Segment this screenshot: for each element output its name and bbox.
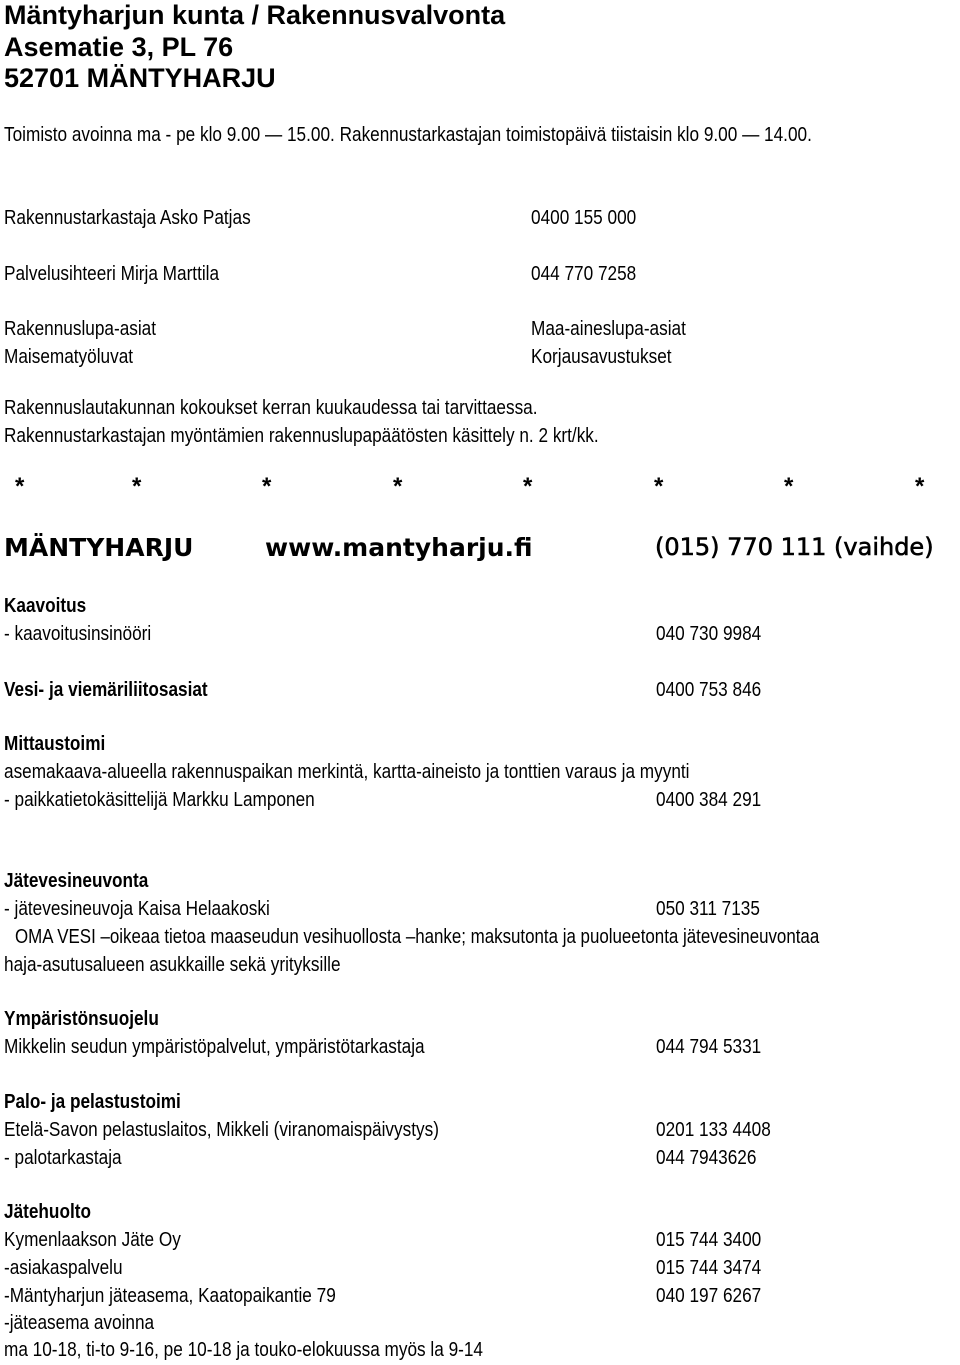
jatehuolto-company: Kymenlaakson Jäte Oy	[4, 1229, 181, 1251]
jatehuolto-waste-station-phone: 040 197 6267	[656, 1285, 762, 1307]
pelastus-role-2: - palotarkastaja	[4, 1147, 122, 1169]
jatevesi-description-2: haja-asutusalueen asukkaille sekä yrityksille	[4, 954, 341, 976]
jatehuolto-waste-station: -Mäntyharjun jäteasema, Kaatopaikantie 79	[4, 1285, 336, 1307]
section-heading-kaavoitus: Kaavoitus	[4, 595, 87, 617]
secretary-name: Palvelusihteeri Mirja Marttila	[4, 263, 220, 285]
separator-star: *	[393, 473, 403, 500]
header-postal-address: 52701 MÄNTYHARJU	[4, 63, 276, 93]
office-hours: Toimisto avoinna ma - pe klo 9.00 — 15.00. Rakennustarkastajan toimistopäivä tiistaisin klo 9.00 — 14.00.	[4, 124, 812, 146]
topic-landscape-permits: Maisematyöluvat	[4, 346, 134, 368]
header-org-name: Mäntyharjun kunta / Rakennusvalvonta	[4, 0, 506, 30]
separator-star: *	[784, 473, 794, 500]
inspector-phone: 0400 155 000	[531, 207, 637, 229]
jatevesi-role: - jätevesineuvoja Kaisa Helaakoski	[4, 898, 270, 920]
municipality-website: www.mantyharju.fi	[265, 533, 533, 562]
meetings-line-1: Rakennuslautakunnan kokoukset kerran kuukaudessa tai tarvittaessa.	[4, 397, 538, 419]
section-heading-mittaus: Mittaustoimi	[4, 733, 106, 755]
inspector-name: Rakennustarkastaja Asko Patjas	[4, 207, 251, 229]
section-heading-pelastus: Palo- ja pelastustoimi	[4, 1091, 181, 1113]
section-heading-ymparisto: Ympäristönsuojelu	[4, 1008, 159, 1030]
jatehuolto-opening-label: -jäteasema avoinna	[4, 1312, 155, 1334]
mittaus-role: - paikkatietokäsittelijä Markku Lamponen	[4, 789, 315, 811]
topic-soil-permits: Maa-aineslupa-asiat	[531, 318, 686, 340]
municipality-phone: (015) 770 111 (vaihde)	[655, 533, 934, 561]
jatevesi-phone: 050 311 7135	[656, 898, 760, 920]
separator-star: *	[523, 473, 533, 500]
section-heading-jatehuolto: Jätehuolto	[4, 1201, 91, 1223]
kaavoitus-phone: 040 730 9984	[656, 623, 762, 645]
jatevesi-description-1: OMA VESI –oikeaa tietoa maaseudun vesihuollosta –hanke; maksutonta ja puolueetonta jätevesineuvontaa	[15, 926, 820, 948]
header-street-address: Asematie 3, PL 76	[4, 32, 234, 62]
topic-building-permits: Rakennuslupa-asiat	[4, 318, 157, 340]
meetings-line-2: Rakennustarkastajan myöntämien rakennuslupapäätösten käsittely n. 2 krt/kk.	[4, 425, 599, 447]
jatehuolto-customer-service-phone: 015 744 3474	[656, 1257, 762, 1279]
separator-star: *	[915, 473, 925, 500]
ymparisto-phone: 044 794 5331	[656, 1036, 762, 1058]
jatehuolto-opening-hours: ma 10-18, ti-to 9-16, pe 10-18 ja touko-elokuussa myös la 9-14	[4, 1339, 484, 1361]
section-heading-vesi: Vesi- ja viemäriliitosasiat	[4, 679, 208, 701]
kaavoitus-role: - kaavoitusinsinööri	[4, 623, 152, 645]
jatehuolto-company-phone: 015 744 3400	[656, 1229, 762, 1251]
section-heading-jatevesi: Jätevesineuvonta	[4, 870, 149, 892]
separator-star: *	[132, 473, 142, 500]
topic-repair-grants: Korjausavustukset	[531, 346, 672, 368]
pelastus-phone-1: 0201 133 4408	[656, 1119, 771, 1141]
mittaus-description: asemakaava-alueella rakennuspaikan merkintä, kartta-aineisto ja tonttien varaus ja myynti	[4, 761, 690, 783]
vesi-phone: 0400 753 846	[656, 679, 762, 701]
separator-star: *	[15, 473, 25, 500]
separator-star: *	[654, 473, 664, 500]
ymparisto-role: Mikkelin seudun ympäristöpalvelut, ympäristötarkastaja	[4, 1036, 425, 1058]
pelastus-phone-2: 044 7943626	[656, 1147, 757, 1169]
pelastus-role-1: Etelä-Savon pelastuslaitos, Mikkeli (viranomaispäivystys)	[4, 1119, 439, 1141]
mittaus-phone: 0400 384 291	[656, 789, 762, 811]
jatehuolto-customer-service: -asiakaspalvelu	[4, 1257, 123, 1279]
municipality-name: MÄNTYHARJU	[4, 533, 194, 562]
secretary-phone: 044 770 7258	[531, 263, 637, 285]
separator-star: *	[262, 473, 272, 500]
